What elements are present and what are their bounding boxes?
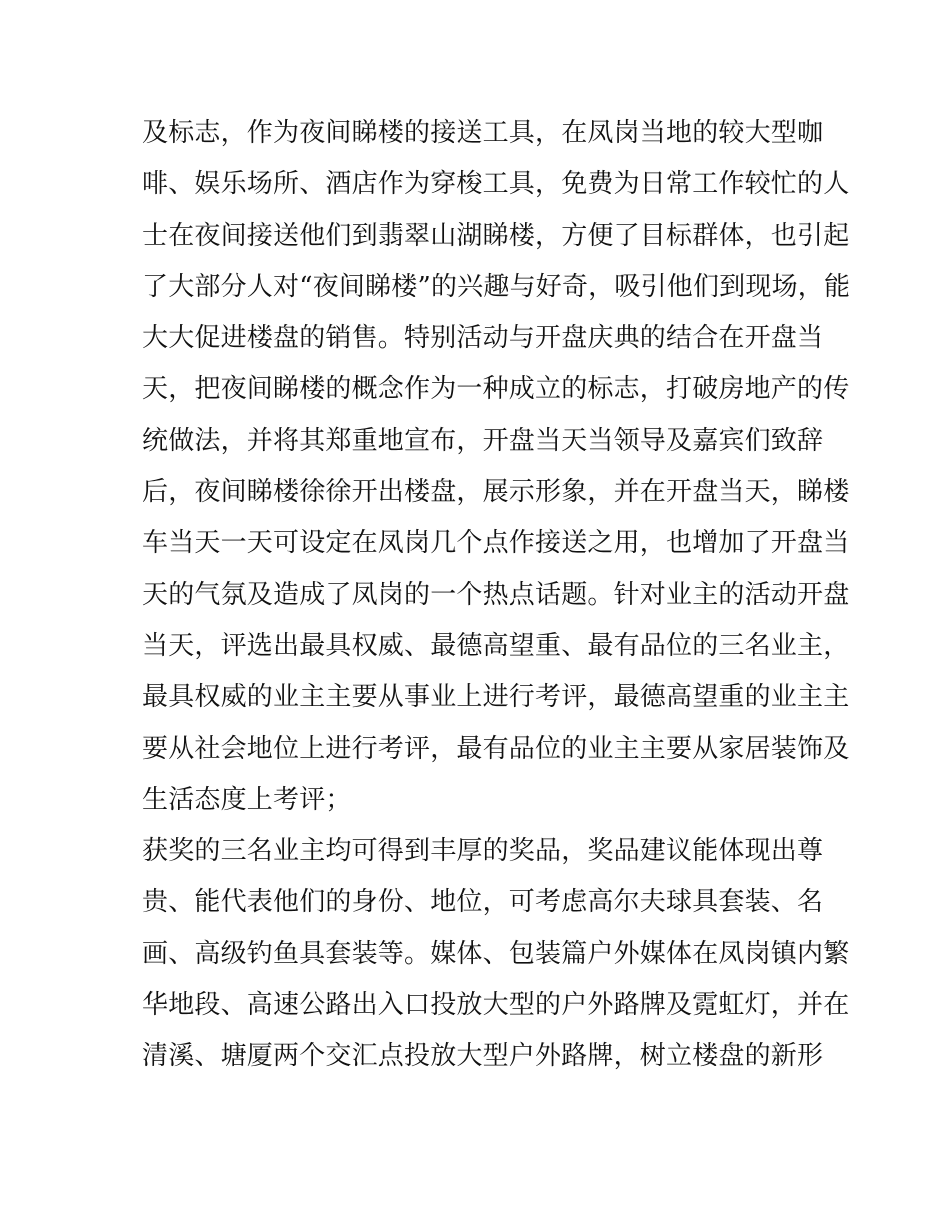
text-line: 了大部分人对“夜间睇楼”的兴趣与好奇，吸引他们到现场，能: [142, 271, 851, 302]
text-line: 统做法，并将其郑重地宣布，开盘当天当领导及嘉宾们致辞: [142, 425, 824, 456]
text-line: 啡、娱乐场所、酒店作为穿梭工具，免费为日常工作较忙的人: [142, 169, 850, 200]
text-line: 后，夜间睇楼徐徐开出楼盘，展示形象，并在开盘当天，睇楼: [142, 477, 850, 508]
text-line: 天的气氛及造成了凤岗的一个热点话题。针对业主的活动开盘: [142, 579, 850, 610]
text-line: 要从社会地位上进行考评，最有品位的业主主要从家居装饰及: [142, 733, 850, 764]
text-line: 士在夜间接送他们到翡翠山湖睇楼，方便了目标群体，也引起: [142, 220, 850, 251]
text-line: 清溪、塘厦两个交汇点投放大型户外路牌，树立楼盘的新形: [142, 1041, 824, 1072]
text-line: 贵、能代表他们的身份、地位，可考虑高尔夫球具套装、名: [142, 887, 824, 918]
text-line: 车当天一天可设定在凤岗几个点作接送之用，也增加了开盘当: [142, 528, 850, 559]
text-line: 大大促进楼盘的销售。特别活动与开盘庆典的结合在开盘当: [142, 323, 824, 354]
text-line: 画、高级钓鱼具套装等。媒体、包装篇户外媒体在凤岗镇内繁: [142, 938, 850, 969]
text-line: 最具权威的业主主要从事业上进行考评，最德高望重的业主主: [142, 682, 850, 713]
text-line: 及标志，作为夜间睇楼的接送工具，在凤岗当地的较大型咖: [142, 118, 824, 148]
text-line: 当天，评选出最具权威、最德高望重、最有品位的三名业主，: [142, 630, 850, 661]
body-text: [142, 108, 851, 1083]
text-line: 获奖的三名业主均可得到丰厚的奖品，奖品建议能体现出尊: [142, 836, 824, 867]
text-line: 天，把夜间睇楼的概念作为一种成立的标志，打破房地产的传: [142, 374, 850, 405]
text-line: 华地段、高速公路出入口投放大型的户外路牌及霓虹灯，并在: [142, 990, 850, 1021]
text-line: 生活态度上考评；: [142, 784, 352, 815]
